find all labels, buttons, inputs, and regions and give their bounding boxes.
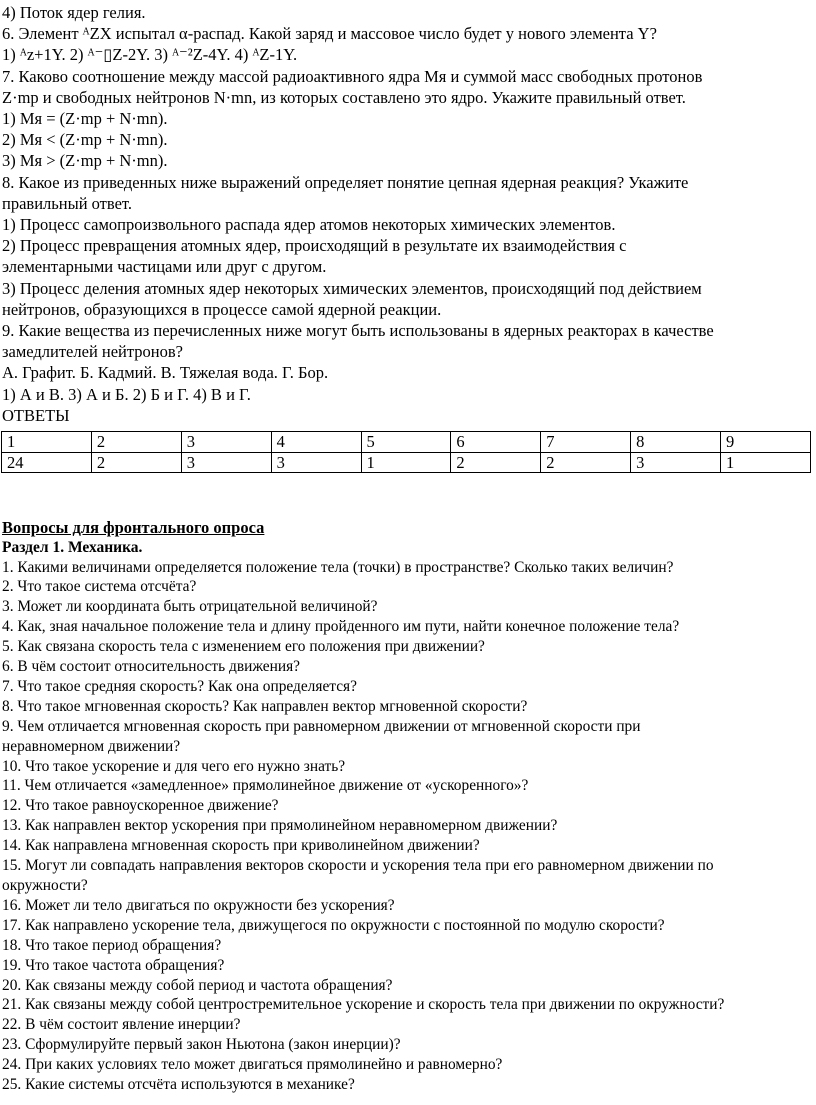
table-cell: 2: [91, 452, 181, 473]
answers-table: [1, 431, 811, 473]
text-line: 3) Процесс деления атомных ядер некоторых химических элементов, происходящий под действием: [2, 278, 702, 298]
text-line: 9. Какие вещества из перечисленных ниже могут быть использованы в ядерных реакторах в качестве: [2, 321, 714, 341]
table-row: [2, 452, 811, 473]
text-line: А. Графит. Б. Кадмий. В. Тяжелая вода. Г. Бор.: [2, 363, 329, 383]
text-line: нейтронов, образующихся в процессе самой ядерной реакции.: [2, 299, 442, 319]
list-item: 1. Какими величинами определяется положение тела (точки) в пространстве? Сколько таких величин?: [2, 558, 674, 576]
list-item: 16. Может ли тело двигаться по окружности без ускорения?: [2, 896, 395, 914]
list-item: 25. Какие системы отсчёта используются в механике?: [2, 1076, 355, 1094]
table-cell: 2: [451, 452, 541, 473]
table-cell: 3: [271, 452, 361, 473]
text-line: 6. Элемент ᴬZX испытал α-распад. Какой заряд и массовое число будет у нового элемента Y?: [2, 24, 657, 44]
text-line: 1) А и В. 3) А и Б. 2) Б и Г. 4) В и Г.: [2, 384, 251, 404]
table-cell: 1: [721, 452, 811, 473]
answers-label: ОТВЕТЫ: [2, 405, 70, 425]
list-item: 10. Что такое ускорение и для чего его нужно знать?: [2, 757, 346, 775]
list-item: неравномерном движении?: [2, 737, 181, 755]
list-item: 12. Что такое равноускоренное движение?: [2, 797, 279, 815]
list-item: 22. В чём состоит явление инерции?: [2, 1016, 241, 1034]
text-line: правильный ответ.: [2, 193, 133, 213]
section-heading: Вопросы для фронтального опроса: [2, 518, 265, 537]
list-item: 9. Чем отличается мгновенная скорость при равномерном движении от мгновенной скорости при: [2, 717, 641, 735]
text-line: Z·mp и свободных нейтронов N·mn, из которых составлено это ядро. Укажите правильный ответ.: [2, 87, 686, 107]
table-cell: 3: [181, 452, 271, 473]
list-item: 23. Сформулируйте первый закон Ньютона (закон инерции)?: [2, 1036, 401, 1054]
table-cell: 3: [181, 432, 271, 453]
list-item: 24. При каких условиях тело может двигаться прямолинейно и равномерно?: [2, 1056, 503, 1074]
table-cell: 24: [2, 452, 92, 473]
list-item: 19. Что такое частота обращения?: [2, 956, 225, 974]
table-cell: 1: [361, 452, 451, 473]
table-cell: 5: [361, 432, 451, 453]
list-item: 2. Что такое система отсчёта?: [2, 578, 197, 596]
text-line: элементарными частицами или друг с другом.: [2, 257, 327, 277]
table-row: [2, 432, 811, 453]
list-item: 14. Как направлена мгновенная скорость при криволинейном движении?: [2, 837, 480, 855]
table-cell: 1: [2, 432, 92, 453]
text-line: 4) Поток ядер гелия.: [2, 3, 146, 22]
table-cell: 3: [631, 452, 721, 473]
list-item: 4. Как, зная начальное положение тела и длину пройденного им пути, найти конечное положение тела?: [2, 618, 680, 636]
list-item: 13. Как направлен вектор ускорения при прямолинейном неравномерном движении?: [2, 817, 558, 835]
text-line: замедлителей нейтронов?: [2, 342, 183, 362]
list-item: 8. Что такое мгновенная скорость? Как направлен вектор мгновенной скорости?: [2, 697, 528, 715]
table-cell: 9: [721, 432, 811, 453]
table-cell: 2: [91, 432, 181, 453]
frontal-questions-block: [2, 518, 814, 1095]
text-line: 8. Какое из приведенных ниже выражений определяет понятие цепная ядерная реакция? Укажите: [2, 172, 689, 192]
list-item: 6. В чём состоит относительность движения?: [2, 658, 301, 676]
list-item: 15. Могут ли совпадать направления векторов скорости и ускорения тела при его равномерном движении по: [2, 857, 714, 875]
text-line: 7. Каково соотношение между массой радиоактивного ядра Мя и суммой масс свободных протонов: [2, 66, 703, 86]
table-cell: 4: [271, 432, 361, 453]
test-questions-block: [2, 2, 814, 426]
text-line: 2) Процесс превращения атомных ядер, происходящий в результате их взаимодействия с: [2, 236, 627, 256]
section-title: Раздел 1. Механика.: [2, 539, 143, 556]
table-cell: 2: [541, 452, 631, 473]
list-item: 11. Чем отличается «замедленное» прямолинейное движение от «ускоренного»?: [2, 777, 529, 795]
list-item: 5. Как связана скорость тела с изменением его положения при движении?: [2, 638, 485, 656]
list-item: 20. Как связаны между собой период и частота обращения?: [2, 976, 393, 994]
table-cell: 8: [631, 432, 721, 453]
list-item: 3. Может ли координата быть отрицательной величиной?: [2, 598, 378, 616]
text-line: 1) ᴬz+1Y. 2) ᴬ⁻▯Z-2Y. 3) ᴬ⁻²Z-4Y. 4) ᴬZ-1Y.: [2, 45, 298, 65]
text-line: 1) Мя = (Z·mp + N·mn).: [2, 109, 168, 129]
list-item: 7. Что такое средняя скорость? Как она определяется?: [2, 677, 357, 695]
table-cell: 6: [451, 432, 541, 453]
text-line: 2) Мя < (Z·mp + N·mn).: [2, 130, 168, 150]
list-item: 18. Что такое период обращения?: [2, 936, 222, 954]
text-line: 1) Процесс самопроизвольного распада ядер атомов некоторых химических элементов.: [2, 215, 616, 235]
list-item: окружности?: [2, 877, 88, 894]
list-item: 17. Как направлено ускорение тела, движущегося по окружности с постоянной по модулю скорости?: [2, 916, 665, 934]
list-item: 21. Как связаны между собой центростремительное ускорение и скорость тела при движении по окружности?: [2, 996, 725, 1014]
text-line: 3) Мя > (Z·mp + N·mn).: [2, 151, 168, 171]
table-cell: 7: [541, 432, 631, 453]
